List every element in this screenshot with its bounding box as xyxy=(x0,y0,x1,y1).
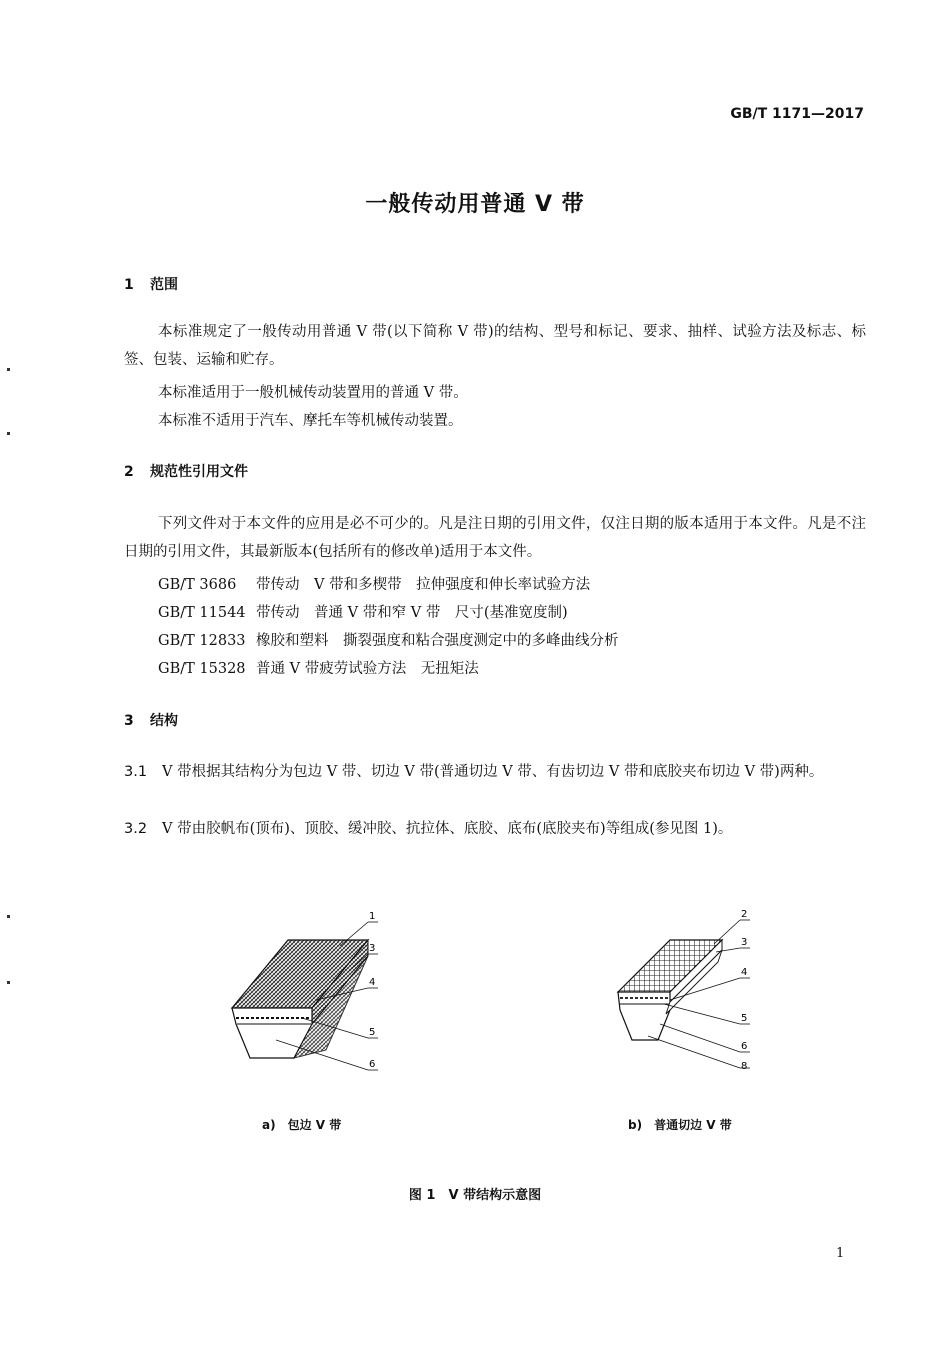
reference-title: 带传动 V 带和多楔带 拉伸强度和伸长率试验方法 xyxy=(256,577,591,593)
part-label: 6 xyxy=(741,1041,748,1052)
part-label: 1 xyxy=(369,911,376,922)
section-3-heading xyxy=(124,710,178,730)
part-label: 5 xyxy=(741,1013,748,1024)
page-number: 1 xyxy=(836,1246,845,1261)
clause-number: 3.2 xyxy=(124,821,148,837)
section-1-heading xyxy=(124,274,178,294)
part-label: 2 xyxy=(741,909,748,920)
belt-diagram-wrapped xyxy=(220,900,400,1080)
part-label: 4 xyxy=(741,967,748,978)
section-title: 范围 xyxy=(150,277,178,293)
scope-paragraph-3: 本标准不适用于汽车、摩托车等机械传动装置。 xyxy=(158,413,463,429)
leader-line xyxy=(664,1004,740,1024)
reference-title: 普通 V 带疲劳试验方法 无扭矩法 xyxy=(256,661,479,677)
part-label: 3 xyxy=(741,937,748,948)
document-title: 一般传动用普通 V 带 xyxy=(365,192,585,217)
leader-line xyxy=(660,1024,740,1052)
section-number: 3 xyxy=(124,713,134,729)
part-label: 4 xyxy=(369,977,376,988)
section-2-heading xyxy=(124,461,248,481)
reference-code: GB/T 12833 xyxy=(158,633,246,649)
clause-number: 3.1 xyxy=(124,764,148,780)
part-label: 8 xyxy=(741,1061,748,1072)
reference-code: GB/T 15328 xyxy=(158,661,246,677)
subfigure-caption-a: a) 包边 V 带 xyxy=(262,1118,342,1132)
subfigure-caption-b: b) 普通切边 V 带 xyxy=(628,1118,732,1132)
reference-title: 橡胶和塑料 撕裂强度和粘合强度测定中的多峰曲线分析 xyxy=(256,633,619,649)
reference-item xyxy=(158,657,479,678)
section-number: 1 xyxy=(124,277,134,293)
part-label: 6 xyxy=(369,1059,376,1070)
part-label: 3 xyxy=(369,943,376,954)
reference-item xyxy=(158,573,590,594)
scan-mark xyxy=(7,981,10,984)
scan-mark xyxy=(7,915,10,918)
clause-text: V 带由胶帆布(顶布)、顶胶、缓冲胶、抗拉体、底胶、底布(底胶夹布)等组成(参见图 1)。 xyxy=(162,821,733,837)
reference-item xyxy=(158,629,619,650)
scope-paragraph-1: 本标准规定了一般传动用普通 V 带(以下简称 V 带)的结构、型号和标记、要求、抽样、试验方法及标志、标签、包装、运输和贮存。 xyxy=(124,324,866,368)
section-title: 结构 xyxy=(150,713,178,729)
section-title: 规范性引用文件 xyxy=(150,464,248,480)
reference-title: 带传动 普通 V 带和窄 V 带 尺寸(基准宽度制) xyxy=(256,605,568,621)
leader-line xyxy=(714,920,740,944)
scan-mark xyxy=(7,432,10,435)
part-label: 5 xyxy=(369,1027,376,1038)
scope-paragraph-2: 本标准适用于一般机械传动装置用的普通 V 带。 xyxy=(158,385,468,401)
reference-item xyxy=(158,601,568,622)
belt-diagram-raw-edge xyxy=(604,900,784,1080)
reference-code: GB/T 3686 xyxy=(158,577,237,593)
section-number: 2 xyxy=(124,464,134,480)
clause-text: V 带根据其结构分为包边 V 带、切边 V 带(普通切边 V 带、有齿切边 V 带和底胶夹布切边 V 带)两种。 xyxy=(162,764,824,780)
clause-3-1 xyxy=(124,758,866,786)
reference-code: GB/T 11544 xyxy=(158,605,246,621)
belt-cross-section xyxy=(618,992,670,1040)
standard-code: GB/T 1171—2017 xyxy=(730,106,864,122)
leader-line xyxy=(648,1036,740,1068)
normative-intro: 下列文件对于本文件的应用是必不可少的。凡是注日期的引用文件，仅注日期的版本适用于本文件。凡是不注日期的引用文件，其最新版本(包括所有的修改单)适用于本文件。 xyxy=(124,516,866,560)
scan-mark xyxy=(7,368,10,371)
figure-title: 图 1 V 带结构示意图 xyxy=(408,1188,542,1203)
clause-3-2 xyxy=(124,815,866,843)
